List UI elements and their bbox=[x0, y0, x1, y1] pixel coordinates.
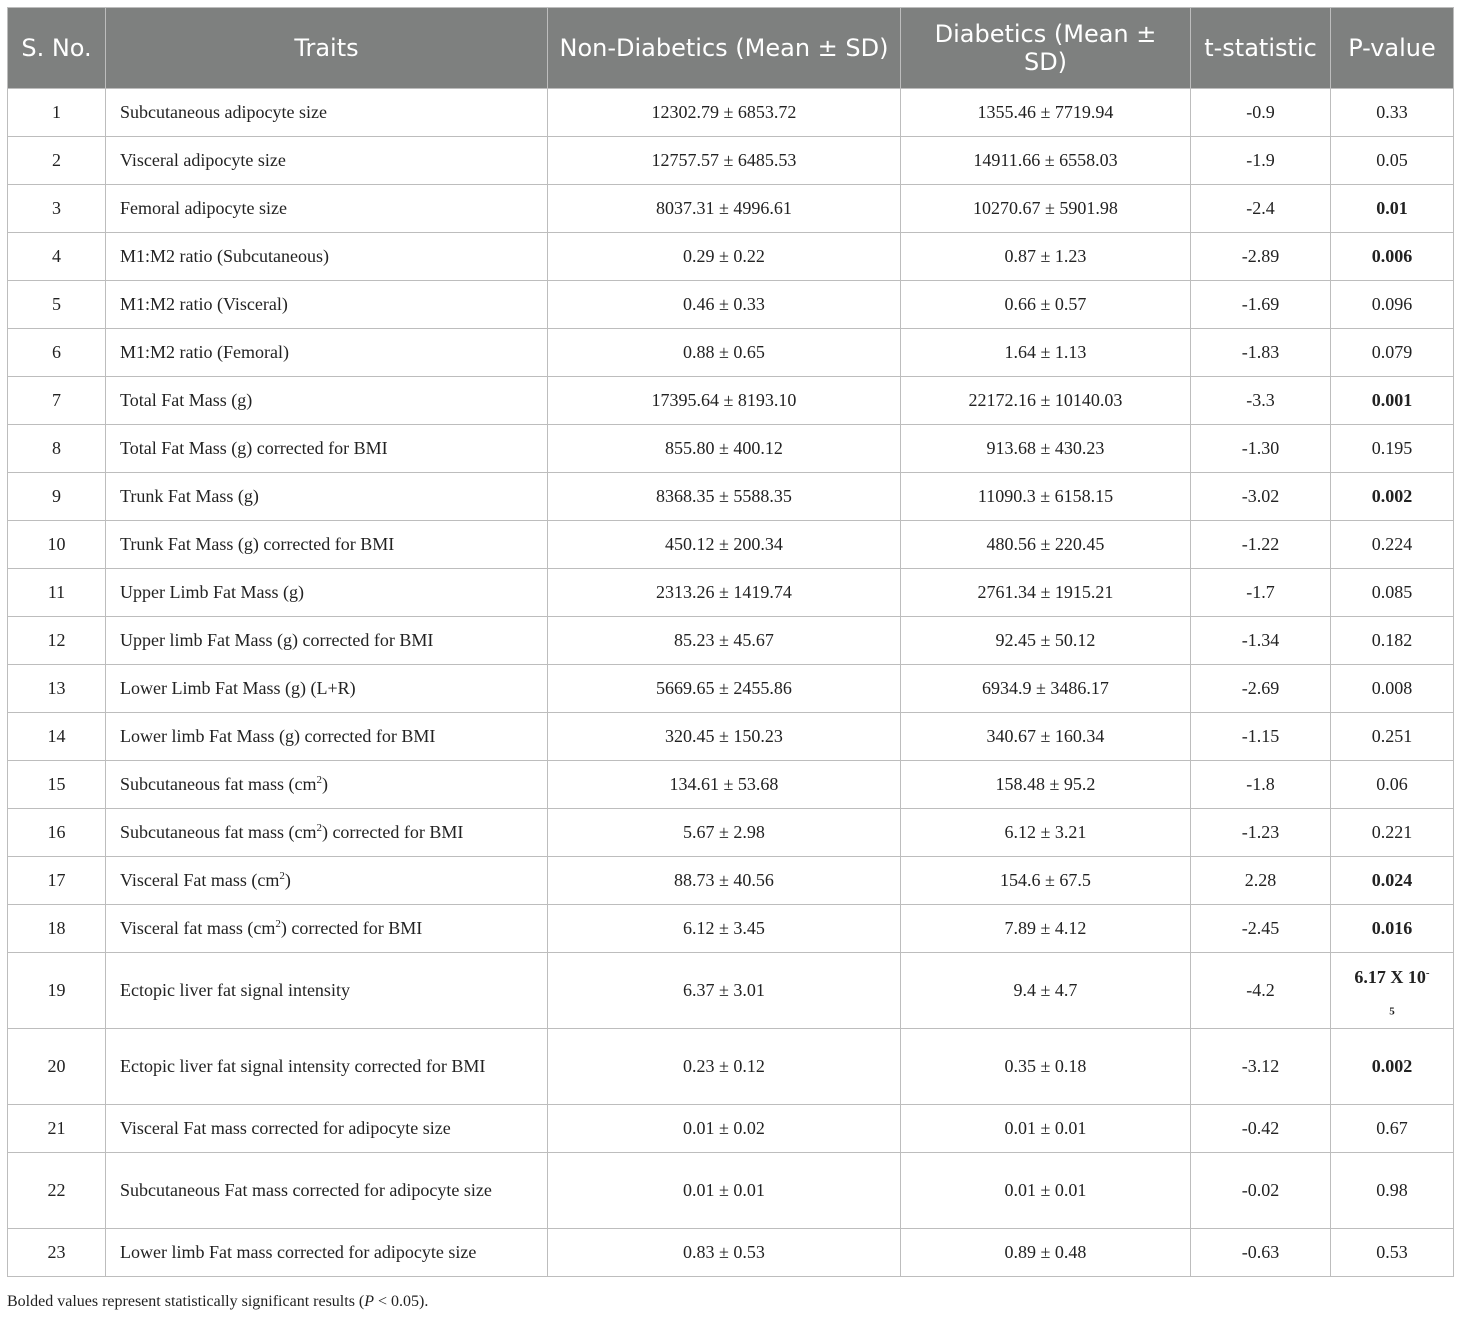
cell-sno: 17 bbox=[8, 857, 106, 905]
cell-diabetics: 0.01 ± 0.01 bbox=[901, 1105, 1191, 1153]
p-value-exponent-sign: - bbox=[1425, 966, 1430, 979]
table-row bbox=[8, 425, 1454, 473]
trait-part: 2 bbox=[275, 918, 281, 930]
cell-t-statistic: -0.9 bbox=[1191, 89, 1331, 137]
cell-diabetics: 1.64 ± 1.13 bbox=[901, 329, 1191, 377]
cell-non-diabetics: 0.83 ± 0.53 bbox=[548, 1229, 901, 1277]
header-sno: S. No. bbox=[8, 8, 106, 89]
cell-t-statistic: -1.15 bbox=[1191, 713, 1331, 761]
cell-trait bbox=[106, 857, 548, 905]
trait-part: 2 bbox=[316, 822, 322, 834]
cell-diabetics: 480.56 ± 220.45 bbox=[901, 521, 1191, 569]
cell-t-statistic: -0.42 bbox=[1191, 1105, 1331, 1153]
cell-trait: M1:M2 ratio (Femoral) bbox=[106, 329, 548, 377]
cell-sno: 22 bbox=[8, 1153, 106, 1229]
table-row bbox=[8, 185, 1454, 233]
cell-sno: 15 bbox=[8, 761, 106, 809]
cell-trait: M1:M2 ratio (Visceral) bbox=[106, 281, 548, 329]
cell-sno: 5 bbox=[8, 281, 106, 329]
cell-non-diabetics: 5.67 ± 2.98 bbox=[548, 809, 901, 857]
cell-trait bbox=[106, 905, 548, 953]
cell-non-diabetics: 12302.79 ± 6853.72 bbox=[548, 89, 901, 137]
cell-non-diabetics: 0.29 ± 0.22 bbox=[548, 233, 901, 281]
cell-non-diabetics: 0.01 ± 0.01 bbox=[548, 1153, 901, 1229]
table-row bbox=[8, 1105, 1454, 1153]
table-row bbox=[8, 665, 1454, 713]
cell-trait: Subcutaneous adipocyte size bbox=[106, 89, 548, 137]
cell-sno: 1 bbox=[8, 89, 106, 137]
cell-non-diabetics: 88.73 ± 40.56 bbox=[548, 857, 901, 905]
cell-non-diabetics: 12757.57 ± 6485.53 bbox=[548, 137, 901, 185]
trait-part: ) bbox=[321, 774, 328, 794]
table-row bbox=[8, 281, 1454, 329]
cell-p-value: 0.98 bbox=[1331, 1153, 1454, 1229]
cell-trait: Visceral Fat mass corrected for adipocyte size bbox=[106, 1105, 548, 1153]
cell-t-statistic: -2.69 bbox=[1191, 665, 1331, 713]
table-row bbox=[8, 521, 1454, 569]
table-row bbox=[8, 905, 1454, 953]
cell-sno: 2 bbox=[8, 137, 106, 185]
cell-p-value: 0.221 bbox=[1331, 809, 1454, 857]
cell-t-statistic: -4.2 bbox=[1191, 953, 1331, 1029]
table-row bbox=[8, 137, 1454, 185]
cell-t-statistic: -1.83 bbox=[1191, 329, 1331, 377]
trait-part: Subcutaneous fat mass (cm bbox=[120, 822, 317, 842]
cell-t-statistic: -1.22 bbox=[1191, 521, 1331, 569]
cell-trait: Visceral adipocyte size bbox=[106, 137, 548, 185]
cell-diabetics: 1355.46 ± 7719.94 bbox=[901, 89, 1191, 137]
cell-sno: 11 bbox=[8, 569, 106, 617]
table-row bbox=[8, 329, 1454, 377]
cell-t-statistic: -1.23 bbox=[1191, 809, 1331, 857]
cell-p-value: 0.096 bbox=[1331, 281, 1454, 329]
table-row bbox=[8, 89, 1454, 137]
cell-non-diabetics: 5669.65 ± 2455.86 bbox=[548, 665, 901, 713]
cell-trait: Total Fat Mass (g) corrected for BMI bbox=[106, 425, 548, 473]
header-diabetics: Diabetics (Mean ± SD) bbox=[901, 8, 1191, 89]
cell-p-value: 0.008 bbox=[1331, 665, 1454, 713]
cell-diabetics: 0.66 ± 0.57 bbox=[901, 281, 1191, 329]
cell-sno: 8 bbox=[8, 425, 106, 473]
cell-diabetics: 0.35 ± 0.18 bbox=[901, 1029, 1191, 1105]
cell-t-statistic: -1.30 bbox=[1191, 425, 1331, 473]
table-row bbox=[8, 473, 1454, 521]
header-t-statistic: t-statistic bbox=[1191, 8, 1331, 89]
header-p-value: P-value bbox=[1331, 8, 1454, 89]
table-header bbox=[8, 8, 1454, 89]
cell-diabetics: 6.12 ± 3.21 bbox=[901, 809, 1191, 857]
cell-diabetics: 340.67 ± 160.34 bbox=[901, 713, 1191, 761]
trait-part: Subcutaneous fat mass (cm bbox=[120, 774, 317, 794]
cell-p-value: 0.079 bbox=[1331, 329, 1454, 377]
table-row bbox=[8, 713, 1454, 761]
cell-p-value: 0.33 bbox=[1331, 89, 1454, 137]
cell-t-statistic: -2.45 bbox=[1191, 905, 1331, 953]
cell-t-statistic: -2.89 bbox=[1191, 233, 1331, 281]
table-row bbox=[8, 1153, 1454, 1229]
cell-sno: 21 bbox=[8, 1105, 106, 1153]
cell-sno: 4 bbox=[8, 233, 106, 281]
cell-p-value: 0.001 bbox=[1331, 377, 1454, 425]
cell-p-value: 0.01 bbox=[1331, 185, 1454, 233]
cell-non-diabetics: 0.23 ± 0.12 bbox=[548, 1029, 901, 1105]
cell-diabetics: 6934.9 ± 3486.17 bbox=[901, 665, 1191, 713]
cell-trait: Lower limb Fat mass corrected for adipocyte size bbox=[106, 1229, 548, 1277]
trait-part: ) bbox=[284, 870, 291, 890]
cell-diabetics: 0.87 ± 1.23 bbox=[901, 233, 1191, 281]
cell-sno: 9 bbox=[8, 473, 106, 521]
trait-part: Visceral Fat mass (cm bbox=[120, 870, 280, 890]
cell-non-diabetics: 0.01 ± 0.02 bbox=[548, 1105, 901, 1153]
cell-trait: Lower limb Fat Mass (g) corrected for BMI bbox=[106, 713, 548, 761]
cell-p-value: 0.251 bbox=[1331, 713, 1454, 761]
cell-non-diabetics: 450.12 ± 200.34 bbox=[548, 521, 901, 569]
cell-non-diabetics: 8037.31 ± 4996.61 bbox=[548, 185, 901, 233]
cell-p-value: 0.182 bbox=[1331, 617, 1454, 665]
cell-trait: Total Fat Mass (g) bbox=[106, 377, 548, 425]
table-body bbox=[8, 89, 1454, 1277]
header-traits: Traits bbox=[106, 8, 548, 89]
cell-non-diabetics: 134.61 ± 53.68 bbox=[548, 761, 901, 809]
trait-part: 2 bbox=[279, 870, 285, 882]
cell-p-value: 0.002 bbox=[1331, 473, 1454, 521]
cell-t-statistic: -1.9 bbox=[1191, 137, 1331, 185]
cell-non-diabetics: 0.88 ± 0.65 bbox=[548, 329, 901, 377]
table-row bbox=[8, 377, 1454, 425]
cell-p-value: 0.085 bbox=[1331, 569, 1454, 617]
cell-sno: 13 bbox=[8, 665, 106, 713]
cell-diabetics: 154.6 ± 67.5 bbox=[901, 857, 1191, 905]
cell-non-diabetics: 8368.35 ± 5588.35 bbox=[548, 473, 901, 521]
table-row bbox=[8, 617, 1454, 665]
cell-sno: 18 bbox=[8, 905, 106, 953]
cell-p-value: 0.67 bbox=[1331, 1105, 1454, 1153]
cell-t-statistic: -2.4 bbox=[1191, 185, 1331, 233]
cell-non-diabetics: 2313.26 ± 1419.74 bbox=[548, 569, 901, 617]
p-value-base: 6.17 X 10 bbox=[1354, 966, 1426, 987]
trait-part: ) corrected for BMI bbox=[321, 822, 464, 842]
cell-non-diabetics: 855.80 ± 400.12 bbox=[548, 425, 901, 473]
results-table bbox=[7, 7, 1454, 1277]
cell-trait: Trunk Fat Mass (g) corrected for BMI bbox=[106, 521, 548, 569]
cell-trait: Upper limb Fat Mass (g) corrected for BMI bbox=[106, 617, 548, 665]
cell-non-diabetics: 0.46 ± 0.33 bbox=[548, 281, 901, 329]
cell-non-diabetics: 6.37 ± 3.01 bbox=[548, 953, 901, 1029]
cell-p-value: 0.195 bbox=[1331, 425, 1454, 473]
table-row bbox=[8, 569, 1454, 617]
cell-t-statistic: -1.7 bbox=[1191, 569, 1331, 617]
cell-sno: 14 bbox=[8, 713, 106, 761]
cell-trait: Ectopic liver fat signal intensity corrected for BMI bbox=[106, 1029, 548, 1105]
cell-non-diabetics: 6.12 ± 3.45 bbox=[548, 905, 901, 953]
cell-non-diabetics: 17395.64 ± 8193.10 bbox=[548, 377, 901, 425]
cell-trait: Ectopic liver fat signal intensity bbox=[106, 953, 548, 1029]
cell-sno: 19 bbox=[8, 953, 106, 1029]
trait-part: ) corrected for BMI bbox=[280, 918, 423, 938]
cell-p-value: 0.224 bbox=[1331, 521, 1454, 569]
cell-diabetics: 10270.67 ± 5901.98 bbox=[901, 185, 1191, 233]
cell-t-statistic: -3.3 bbox=[1191, 377, 1331, 425]
cell-t-statistic: -0.63 bbox=[1191, 1229, 1331, 1277]
cell-trait: Trunk Fat Mass (g) bbox=[106, 473, 548, 521]
cell-p-value: 0.016 bbox=[1331, 905, 1454, 953]
cell-diabetics: 158.48 ± 95.2 bbox=[901, 761, 1191, 809]
cell-trait: Femoral adipocyte size bbox=[106, 185, 548, 233]
footnote-post: < 0.05). bbox=[374, 1293, 429, 1310]
cell-t-statistic: 2.28 bbox=[1191, 857, 1331, 905]
cell-p-value: 0.002 bbox=[1331, 1029, 1454, 1105]
table-row bbox=[8, 857, 1454, 905]
cell-trait: Upper Limb Fat Mass (g) bbox=[106, 569, 548, 617]
cell-p-value: 0.06 bbox=[1331, 761, 1454, 809]
table-row bbox=[8, 953, 1454, 1029]
cell-p-value: 0.05 bbox=[1331, 137, 1454, 185]
cell-p-value bbox=[1331, 953, 1454, 1029]
p-value-exponent: 5 bbox=[1389, 1005, 1395, 1018]
cell-trait: Lower Limb Fat Mass (g) (L+R) bbox=[106, 665, 548, 713]
cell-sno: 16 bbox=[8, 809, 106, 857]
cell-sno: 6 bbox=[8, 329, 106, 377]
footnote bbox=[7, 1293, 428, 1311]
cell-t-statistic: -1.34 bbox=[1191, 617, 1331, 665]
cell-non-diabetics: 85.23 ± 45.67 bbox=[548, 617, 901, 665]
cell-diabetics: 92.45 ± 50.12 bbox=[901, 617, 1191, 665]
cell-t-statistic: -3.12 bbox=[1191, 1029, 1331, 1105]
table-row bbox=[8, 233, 1454, 281]
cell-sno: 3 bbox=[8, 185, 106, 233]
cell-sno: 23 bbox=[8, 1229, 106, 1277]
cell-sno: 12 bbox=[8, 617, 106, 665]
cell-p-value: 0.53 bbox=[1331, 1229, 1454, 1277]
header-non-diabetics: Non-Diabetics (Mean ± SD) bbox=[548, 8, 901, 89]
cell-diabetics: 7.89 ± 4.12 bbox=[901, 905, 1191, 953]
cell-trait: Subcutaneous Fat mass corrected for adipocyte size bbox=[106, 1153, 548, 1229]
table-row bbox=[8, 809, 1454, 857]
cell-sno: 7 bbox=[8, 377, 106, 425]
cell-sno: 10 bbox=[8, 521, 106, 569]
header-row bbox=[8, 8, 1454, 89]
cell-non-diabetics: 320.45 ± 150.23 bbox=[548, 713, 901, 761]
cell-p-value: 0.024 bbox=[1331, 857, 1454, 905]
table-row bbox=[8, 1029, 1454, 1105]
cell-diabetics: 14911.66 ± 6558.03 bbox=[901, 137, 1191, 185]
cell-t-statistic: -1.69 bbox=[1191, 281, 1331, 329]
cell-diabetics: 0.89 ± 0.48 bbox=[901, 1229, 1191, 1277]
cell-trait: M1:M2 ratio (Subcutaneous) bbox=[106, 233, 548, 281]
cell-diabetics: 913.68 ± 430.23 bbox=[901, 425, 1191, 473]
cell-t-statistic: -0.02 bbox=[1191, 1153, 1331, 1229]
table-row bbox=[8, 761, 1454, 809]
cell-t-statistic: -3.02 bbox=[1191, 473, 1331, 521]
cell-p-value: 0.006 bbox=[1331, 233, 1454, 281]
footnote-italic: P bbox=[364, 1293, 375, 1310]
cell-trait bbox=[106, 809, 548, 857]
cell-diabetics: 11090.3 ± 6158.15 bbox=[901, 473, 1191, 521]
cell-diabetics: 9.4 ± 4.7 bbox=[901, 953, 1191, 1029]
cell-sno: 20 bbox=[8, 1029, 106, 1105]
cell-diabetics: 2761.34 ± 1915.21 bbox=[901, 569, 1191, 617]
cell-t-statistic: -1.8 bbox=[1191, 761, 1331, 809]
cell-trait bbox=[106, 761, 548, 809]
trait-part: 2 bbox=[316, 774, 322, 786]
trait-part: Visceral fat mass (cm bbox=[120, 918, 276, 938]
cell-diabetics: 22172.16 ± 10140.03 bbox=[901, 377, 1191, 425]
cell-diabetics: 0.01 ± 0.01 bbox=[901, 1153, 1191, 1229]
table-row bbox=[8, 1229, 1454, 1277]
footnote-pre: Bolded values represent statistically significant results ( bbox=[7, 1293, 365, 1310]
